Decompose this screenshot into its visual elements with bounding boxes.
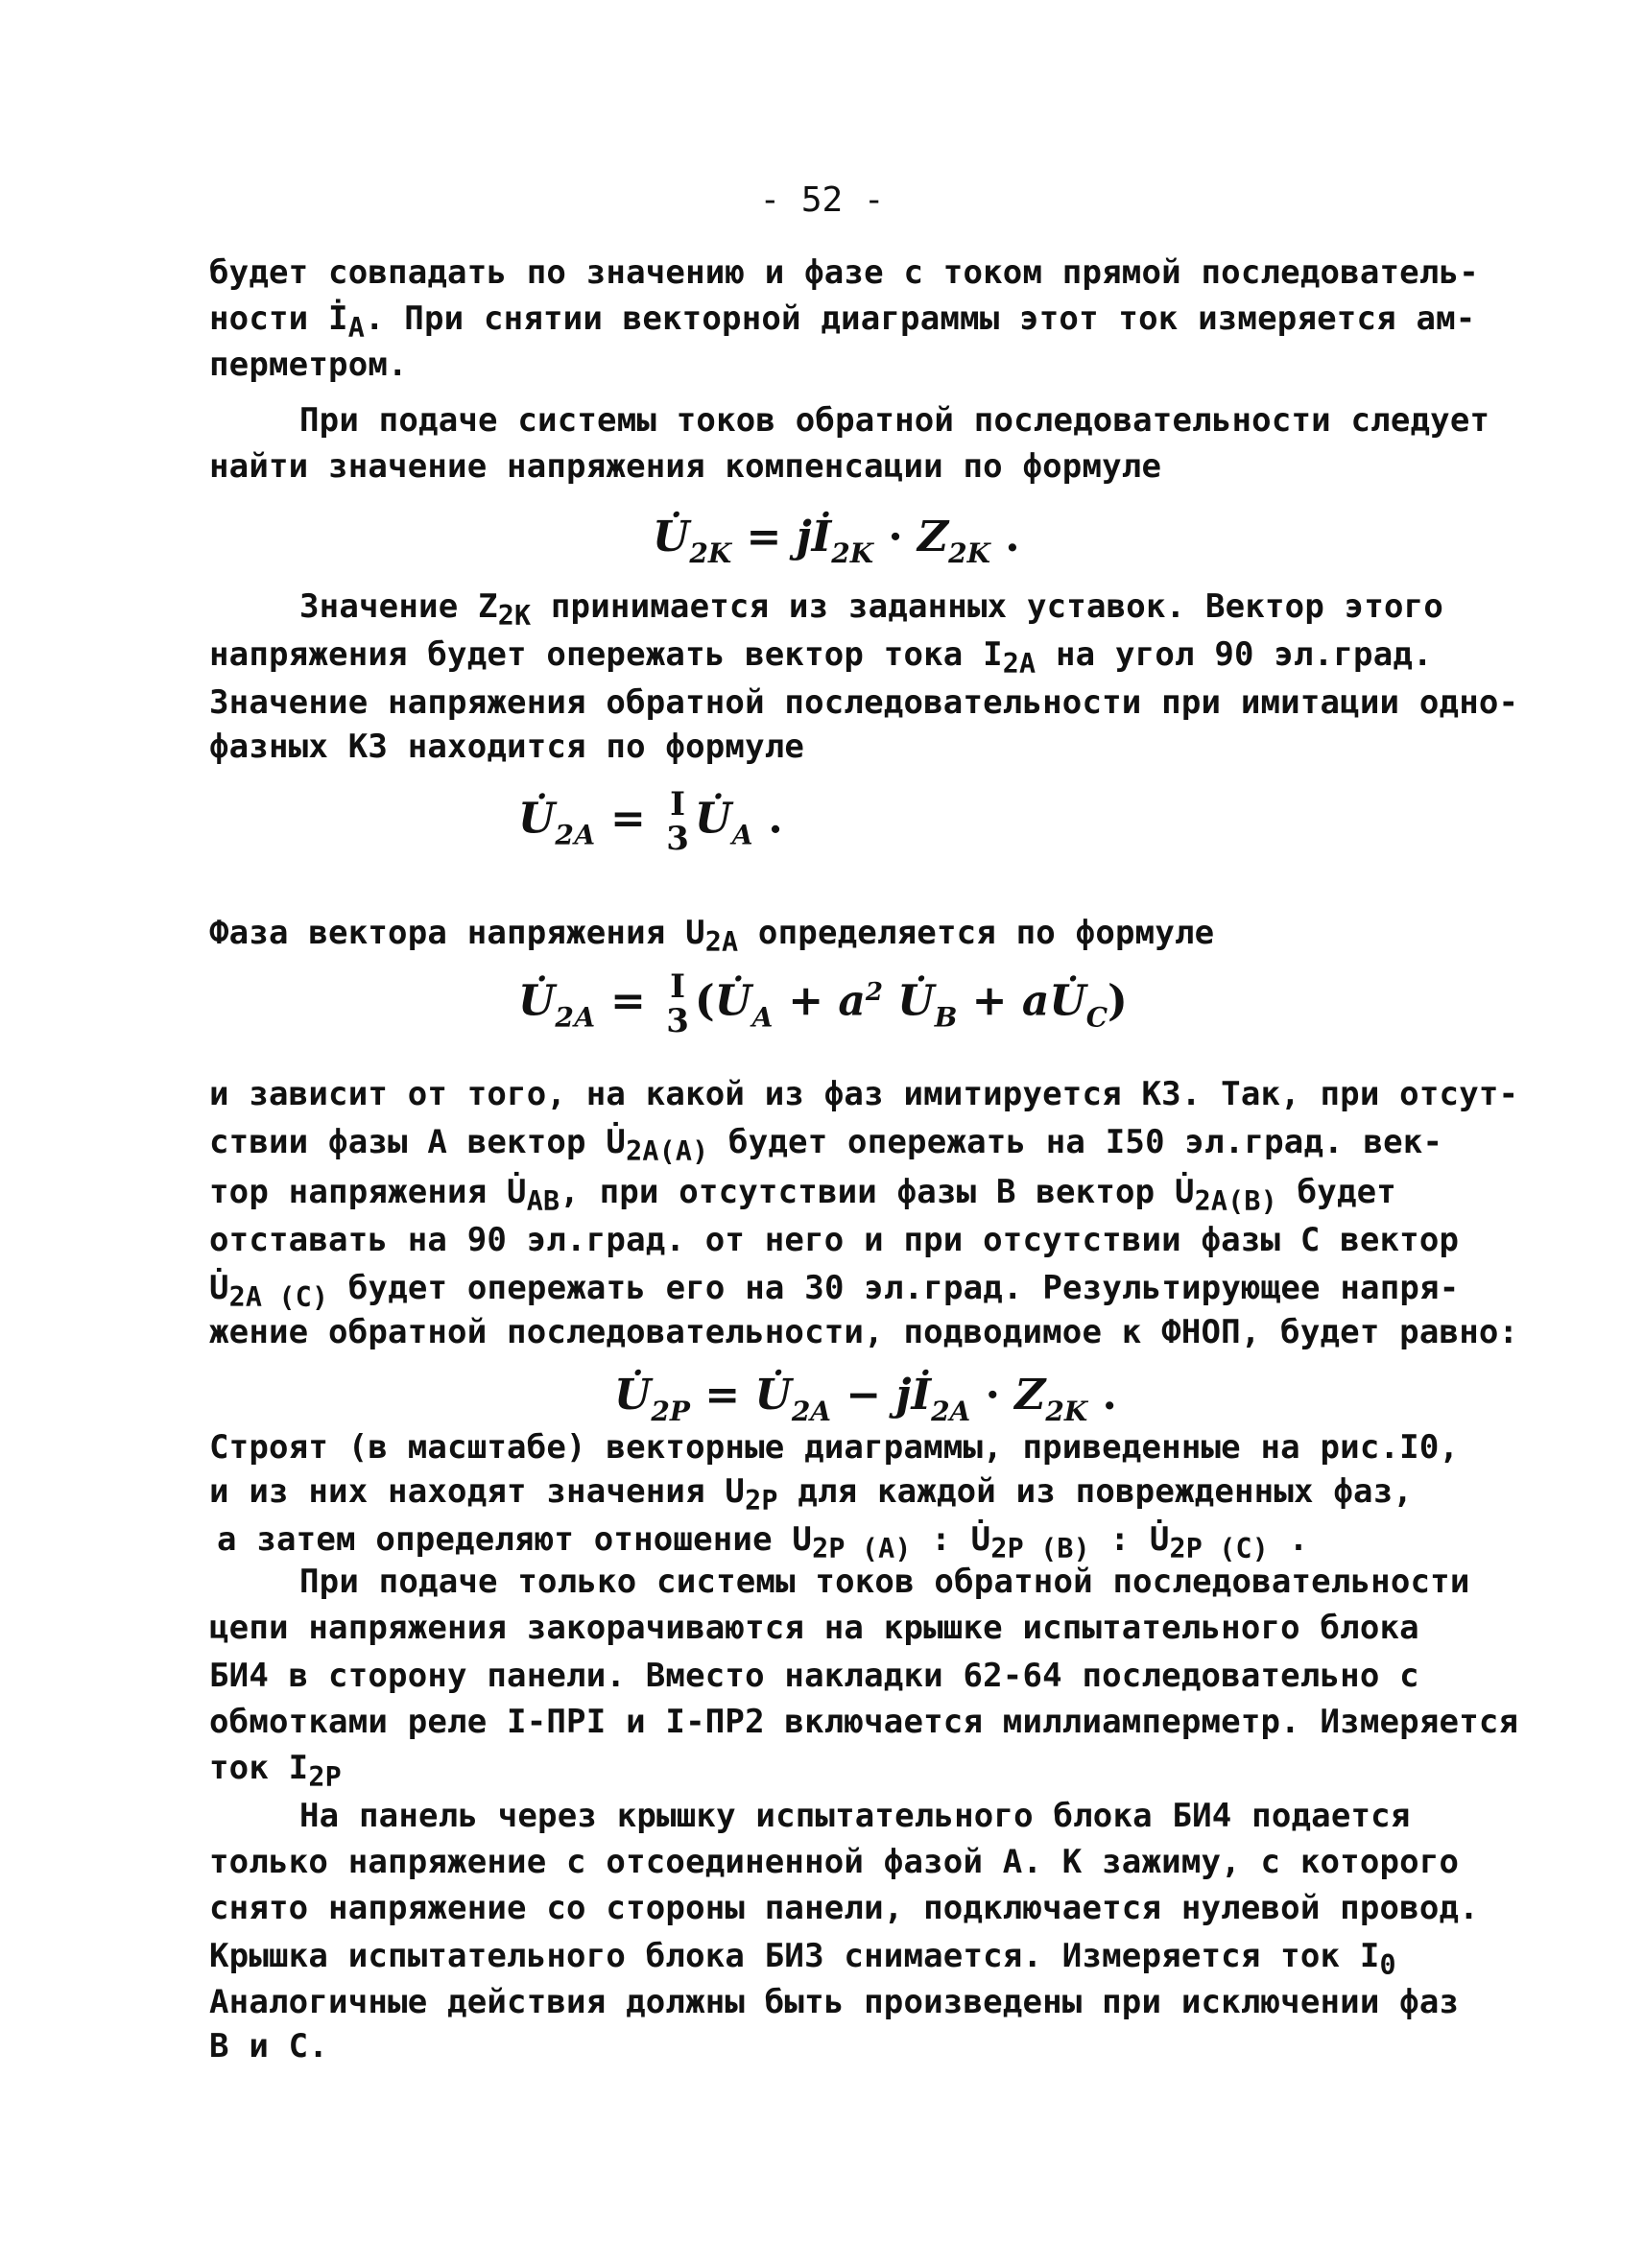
text-line	[209, 1121, 1442, 1173]
fraction-denominator: 3	[666, 1002, 689, 1041]
subscript: 2А (С)	[228, 1280, 329, 1313]
formula-part: j	[895, 1371, 912, 1420]
formula-fraction	[666, 969, 689, 1039]
subscript: 2Р	[308, 1760, 342, 1793]
text-line: перметром.	[209, 346, 408, 384]
formula-part: Z	[917, 513, 949, 561]
text-fragment: .	[1269, 1520, 1309, 1559]
formula-part: =	[689, 1371, 755, 1420]
formula-part: ·	[970, 1371, 1015, 1420]
text-line: только напряжение с отсоединенной фазой А. К зажиму, с которого	[209, 1843, 1460, 1881]
text-fragment: будет опережать его на 30 эл.град. Результирующее напря-	[328, 1269, 1460, 1307]
formula-sub: 2A	[931, 1396, 971, 1427]
formula-sub: 2А	[555, 1001, 596, 1034]
subscript: 2А(В)	[1194, 1184, 1277, 1217]
formula-part: )	[1108, 976, 1128, 1026]
text-line: При подаче системы токов обратной последовательности следует	[299, 401, 1490, 440]
text-line: фазных КЗ находится по формуле	[209, 728, 805, 766]
formula-sub: С	[1085, 1001, 1108, 1034]
fraction-numerator: I	[670, 967, 685, 1007]
text-line: будет совпадать по значению и фазе с током прямой последователь-	[209, 253, 1479, 292]
formula-part: U̇	[694, 794, 732, 844]
formula-sup: 2	[865, 978, 883, 1007]
text-line	[209, 1935, 1396, 1987]
text-fragment: ток I	[209, 1749, 309, 1787]
text-fragment: и из них находят значения U	[209, 1472, 746, 1511]
formula-sub: А	[751, 1001, 774, 1034]
formula-part: U̇	[518, 976, 556, 1026]
text-fragment: напряжения будет опережать вектор тока I	[209, 635, 1003, 674]
text-fragment: будет опережать на I50 эл.град. век-	[708, 1123, 1443, 1161]
subscript: 2Р (В)	[990, 1532, 1090, 1564]
formula-part: −	[831, 1371, 896, 1420]
text-fragment: ствии фазы А вектор U̇	[209, 1123, 627, 1161]
subscript: АВ	[526, 1184, 560, 1217]
text-line: снято напряжение со стороны панели, подключается нулевой провод.	[209, 1889, 1479, 1927]
formula-sub: А	[731, 819, 754, 851]
text-line: БИ4 в сторону панели. Вместо накладки 62-64 последовательно с	[209, 1657, 1419, 1695]
formula-part: U̇	[653, 513, 690, 561]
formula-negative-sequence-voltage	[518, 787, 783, 865]
text-line: жение обратной последовательности, подводимое к ФНОП, будет равно:	[209, 1313, 1519, 1351]
formula-part: U̇	[882, 976, 935, 1026]
subscript: А	[347, 311, 365, 344]
fraction-numerator: I	[670, 785, 685, 824]
formula-part: U̇	[714, 976, 752, 1026]
text-fragment: для каждой из поврежденных фаз,	[777, 1472, 1414, 1511]
formula-part: .	[1087, 1371, 1117, 1420]
text-line: цепи напряжения закорачиваются на крышке испытательного блока	[209, 1609, 1419, 1647]
formula-sub: 2K	[831, 537, 874, 569]
text-line	[209, 1747, 342, 1799]
formula-sub: 2K	[689, 537, 732, 569]
subscript: 2Р (А)	[812, 1532, 912, 1564]
text-fragment: Фаза вектора напряжения U	[209, 914, 705, 952]
text-line: На панель через крышку испытательного блока БИ4 подается	[299, 1797, 1411, 1835]
text-line: В и С.	[209, 2027, 329, 2065]
text-fragment: U̇	[209, 1269, 229, 1307]
formula-phase-vector	[518, 964, 1128, 1047]
text-line	[209, 298, 1475, 349]
text-line: и зависит от того, на какой из фаз имитируется КЗ. Так, при отсут-	[209, 1075, 1519, 1113]
subscript: 2К	[497, 599, 532, 632]
formula-compensation-voltage	[653, 509, 1020, 583]
text-fragment: тор напряжения U̇	[209, 1173, 527, 1211]
fraction-denominator: 3	[666, 820, 689, 858]
text-line: Значение напряжения обратной последовательности при имитации одно-	[209, 683, 1519, 722]
subscript: 0	[1379, 1948, 1396, 1981]
formula-part: =	[595, 794, 661, 844]
text-fragment: : U̇	[911, 1520, 991, 1559]
text-fragment: будет	[1276, 1173, 1396, 1211]
formula-part: + a	[773, 976, 866, 1026]
formula-part: İ	[811, 513, 832, 561]
formula-sub: 2А	[555, 819, 596, 851]
subscript: 2Р	[745, 1484, 778, 1516]
page-number: - 52 -	[759, 180, 885, 220]
formula-part: İ	[911, 1371, 932, 1420]
formula-part: ·	[873, 513, 918, 561]
text-line	[299, 585, 1443, 637]
text-line: Аналогичные действия должны быть произведены при исключении фаз	[209, 1983, 1460, 2021]
text-line	[209, 633, 1433, 685]
formula-part: =	[595, 976, 661, 1026]
formula-part: U̇	[754, 1371, 792, 1420]
formula-fraction	[666, 787, 689, 856]
subscript: 2А(А)	[626, 1134, 709, 1167]
text-line	[209, 1171, 1396, 1223]
subscript: 2А	[704, 925, 739, 958]
formula-part: U̇	[614, 1371, 652, 1420]
formula-part: .	[753, 794, 783, 844]
formula-part: j	[796, 513, 812, 561]
text-line: обмотками реле I-ПРI и I-ПР2 включается миллиамперметр. Измеряется	[209, 1703, 1519, 1741]
formula-part: + aU̇	[957, 976, 1086, 1026]
formula-part: Z	[1014, 1371, 1046, 1420]
text-fragment: Значение Z	[299, 587, 498, 626]
formula-sub: 2A	[791, 1396, 832, 1427]
formula-sub: 2K	[1045, 1396, 1088, 1427]
formula-part: .	[989, 513, 1020, 561]
text-fragment: на угол 90 эл.град.	[1036, 635, 1433, 674]
formula-sub: 2Р	[651, 1396, 690, 1427]
text-fragment: ности İ	[209, 299, 348, 338]
text-line: найти значение напряжения компенсации по формуле	[209, 447, 1162, 486]
formula-part: =	[731, 513, 797, 561]
text-fragment: . При снятии векторной диаграммы этот ток измеряется ам-	[364, 299, 1476, 338]
text-line	[209, 1470, 1413, 1522]
text-fragment: , при отсутствии фазы В вектор U̇	[560, 1173, 1195, 1211]
text-fragment: Крышка испытательного блока БИЗ снимается. Измеряется ток I	[209, 1937, 1380, 1975]
subscript: 2Р (С)	[1169, 1532, 1270, 1564]
text-line: отставать на 90 эл.град. от него и при отсутствии фазы С вектор	[209, 1221, 1460, 1259]
formula-sub: В	[934, 1001, 958, 1034]
text-line	[209, 912, 1214, 964]
text-line: При подаче только системы токов обратной последовательности	[299, 1563, 1470, 1601]
text-fragment: : U̇	[1089, 1520, 1170, 1559]
formula-part: (	[694, 976, 715, 1026]
formula-sub: 2K	[948, 537, 990, 569]
text-line: Строят (в масштабе) векторные диаграммы, приведенные на рис.I0,	[209, 1428, 1460, 1467]
formula-part: U̇	[518, 794, 556, 844]
text-fragment: определяется по формуле	[738, 914, 1215, 952]
subscript: 2А	[1002, 647, 1036, 680]
text-fragment: а затем определяют отношение U	[217, 1520, 813, 1559]
text-fragment: принимается из заданных уставок. Вектор этого	[531, 587, 1444, 626]
